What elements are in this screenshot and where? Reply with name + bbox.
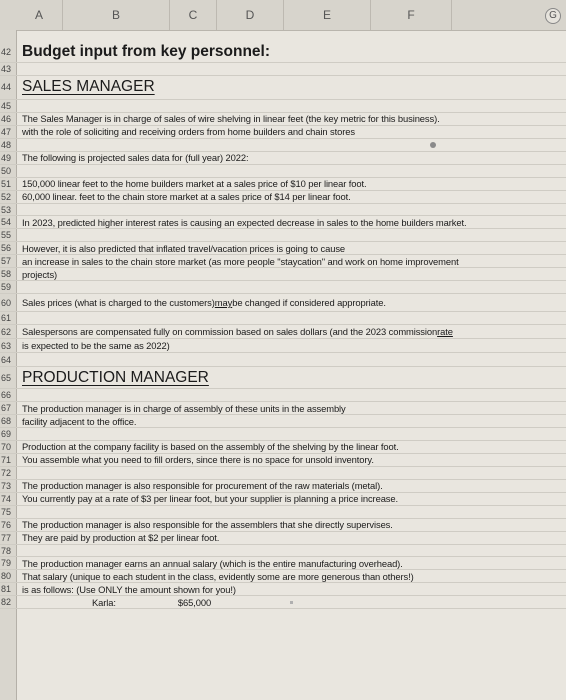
sheet-row-76[interactable] [0,519,566,532]
row-number[interactable]: 51 [1,178,12,189]
column-header-a[interactable]: A [16,0,63,30]
underlined-word: may [214,297,233,309]
cell-text[interactable]: The production manager is also responsible for the assemblers that she directly supervises. [22,519,393,531]
column-header-c[interactable]: C [170,0,217,30]
cell-text[interactable]: PRODUCTION MANAGER [22,368,209,386]
sheet-row-81[interactable] [0,583,566,596]
row-number[interactable]: 54 [1,217,12,228]
cell-text-part: be changed if considered appropriate. [232,297,386,309]
row-number[interactable]: 73 [1,480,12,491]
sheet-row-44[interactable] [0,76,566,100]
row-number[interactable]: 43 [1,63,12,74]
cell-text[interactable]: Budget input from key personnel: [22,42,271,60]
row-number[interactable]: 67 [1,403,12,414]
row-number[interactable]: 80 [1,571,12,582]
sheet-row-47[interactable] [0,126,566,139]
row-number[interactable]: 56 [1,243,12,254]
row-number[interactable]: 72 [1,467,12,478]
row-number[interactable]: 68 [1,416,12,427]
sheet-row-64[interactable] [0,353,566,367]
row-number[interactable]: 78 [1,545,12,556]
sheet-row-50[interactable] [0,165,566,178]
sheet-row-59[interactable] [0,281,566,294]
row-number[interactable]: 58 [1,269,12,280]
sheet-row-63[interactable] [0,339,566,353]
row-number[interactable]: 61 [1,313,12,324]
underlined-word: rate [437,326,453,338]
sheet-row-49[interactable] [0,152,566,165]
sheet-row-77[interactable] [0,532,566,545]
sheet-row-75[interactable] [0,506,566,519]
sheet-row-46[interactable] [0,113,566,126]
cell-text[interactable]: facility adjacent to the office. [22,415,137,427]
sheet-row-42[interactable] [0,41,566,63]
student-name: Karla: [92,596,116,608]
sheet-row-82[interactable] [0,596,566,609]
sheet-row-78[interactable] [0,545,566,558]
cell-text[interactable]: The production manager is also responsible for procurement of the raw materials (metal). [22,480,383,492]
cell-text[interactable]: You currently pay at a rate of $3 per linear foot, but your supplier is planning a price increase. [22,493,399,505]
row-number[interactable]: 76 [1,519,12,530]
sheet-row-71[interactable] [0,454,566,467]
cell-marker-tick [290,601,293,604]
cell-text[interactable]: The following is projected sales data for (full year) 2022: [22,152,249,164]
row-number[interactable]: 82 [1,597,12,608]
cell-text[interactable] [22,294,386,311]
cell-text-part: Sales prices (what is charged to the customers) [22,297,215,309]
row-number[interactable]: 52 [1,191,12,202]
sheet-row-68[interactable] [0,415,566,428]
sheet-row-55[interactable] [0,229,566,242]
sheet-row-54[interactable] [0,217,566,230]
row-number[interactable]: 64 [1,354,12,365]
column-header-f[interactable]: F [371,0,452,30]
sheet-row-80[interactable] [0,570,566,583]
cell-text[interactable]: The Sales Manager is in charge of sales of wire shelving in linear feet (the key metric for this business). [22,113,440,125]
row-number[interactable]: 69 [1,428,12,439]
row-number[interactable]: 62 [1,326,12,337]
cell-text[interactable]: is expected to be the same as 2022) [22,340,170,352]
column-header-e[interactable]: E [284,0,371,30]
sheet-row-79[interactable] [0,558,566,571]
row-number[interactable]: 48 [1,139,12,150]
cell-text[interactable]: In 2023, predicted higher interest rates is causing an expected decrease in sales to the home builders market. [22,216,467,228]
sheet-row-67[interactable] [0,402,566,415]
row-number[interactable]: 79 [1,558,12,569]
sheet-row-73[interactable] [0,480,566,493]
row-number[interactable]: 55 [1,230,12,241]
cell-text[interactable]: SALES MANAGER [22,78,155,96]
cell-text[interactable]: The production manager earns an annual salary (which is the entire manufacturing overhead). [22,557,403,569]
cell-text[interactable]: However, it is also predicted that inflated travel/vacation prices is going to cause [22,242,346,254]
row-number[interactable]: 44 [1,82,12,93]
sheet-row-45[interactable] [0,100,566,113]
row-number[interactable]: 45 [1,100,12,111]
cell-text[interactable]: The production manager is in charge of assembly of these units in the assembly [22,402,346,414]
row-number[interactable]: 71 [1,454,12,465]
row-number[interactable]: 63 [1,340,12,351]
row-number[interactable]: 81 [1,584,12,595]
row-number[interactable]: 75 [1,506,12,517]
sheet-row-65[interactable] [0,367,566,389]
row-number[interactable]: 46 [1,113,12,124]
cell-text[interactable]: with the role of soliciting and receiving orders from home builders and chain stores [22,126,355,138]
column-header-g[interactable]: G [545,8,561,24]
row-number[interactable]: 49 [1,152,12,163]
cell-text[interactable]: Production at the company facility is based on the assembly of the shelving by the linear foot. [22,441,399,453]
sheet-row-66[interactable] [0,389,566,402]
row-number[interactable]: 66 [1,390,12,401]
column-header-d[interactable]: D [217,0,284,30]
row-number[interactable]: 77 [1,532,12,543]
sheet-row-48[interactable] [0,139,566,152]
column-header-bar [0,0,566,31]
cell-text[interactable]: projects) [22,268,58,280]
row-number[interactable]: 50 [1,165,12,176]
cell-text[interactable] [22,325,453,338]
sheet-row-53[interactable] [0,204,566,217]
sheet-row-69[interactable] [0,428,566,441]
sheet-row-51[interactable] [0,178,566,191]
cell-text[interactable]: That salary (unique to each student in the class, evidently some are more generous than others!) [22,570,414,582]
sheet-row-62[interactable] [0,325,566,339]
sheet-row-70[interactable] [0,441,566,454]
cell-text[interactable]: They are paid by production at $2 per linear foot. [22,532,220,544]
sheet-row-58[interactable] [0,268,566,281]
row-number[interactable]: 65 [1,372,12,383]
cell-text[interactable]: 60,000 linear. feet to the chain store market at a sales price of $14 per linear foot. [22,191,351,203]
row-number[interactable]: 47 [1,126,12,137]
cell-marker-dot [430,142,436,148]
column-header-b[interactable]: B [63,0,170,30]
row-number[interactable]: 70 [1,441,12,452]
cell-text[interactable]: an increase in sales to the chain store market (as more people "staycation" and work on home improvement [22,255,459,267]
cell-text[interactable] [22,596,211,608]
sheet-row-52[interactable] [0,191,566,204]
cell-text[interactable]: is as follows: (Use ONLY the amount shown for you!) [22,583,236,595]
cell-text[interactable]: 150,000 linear feet to the home builders market at a sales price of $10 per linear foot. [22,178,367,190]
row-number[interactable]: 74 [1,493,12,504]
cell-text-part: Salespersons are compensated fully on commission based on sales dollars (and the 2023 commission [22,326,438,338]
sheet-row-74[interactable] [0,493,566,506]
sheet-row-72[interactable] [0,467,566,480]
row-number[interactable]: 42 [1,46,12,57]
sheet-row-57[interactable] [0,255,566,268]
sheet-row-56[interactable] [0,242,566,255]
cell-text[interactable]: You assemble what you need to fill orders, since there is no space for unsold inventory. [22,454,374,466]
sheet-row-61[interactable] [0,312,566,325]
row-number[interactable]: 59 [1,282,12,293]
row-number[interactable]: 53 [1,204,12,215]
sheet-row-43[interactable] [0,63,566,76]
salary-amount: $65,000 [177,596,212,608]
row-number[interactable]: 60 [1,297,12,308]
row-number[interactable]: 57 [1,256,12,267]
sheet-row-60[interactable] [0,294,566,312]
